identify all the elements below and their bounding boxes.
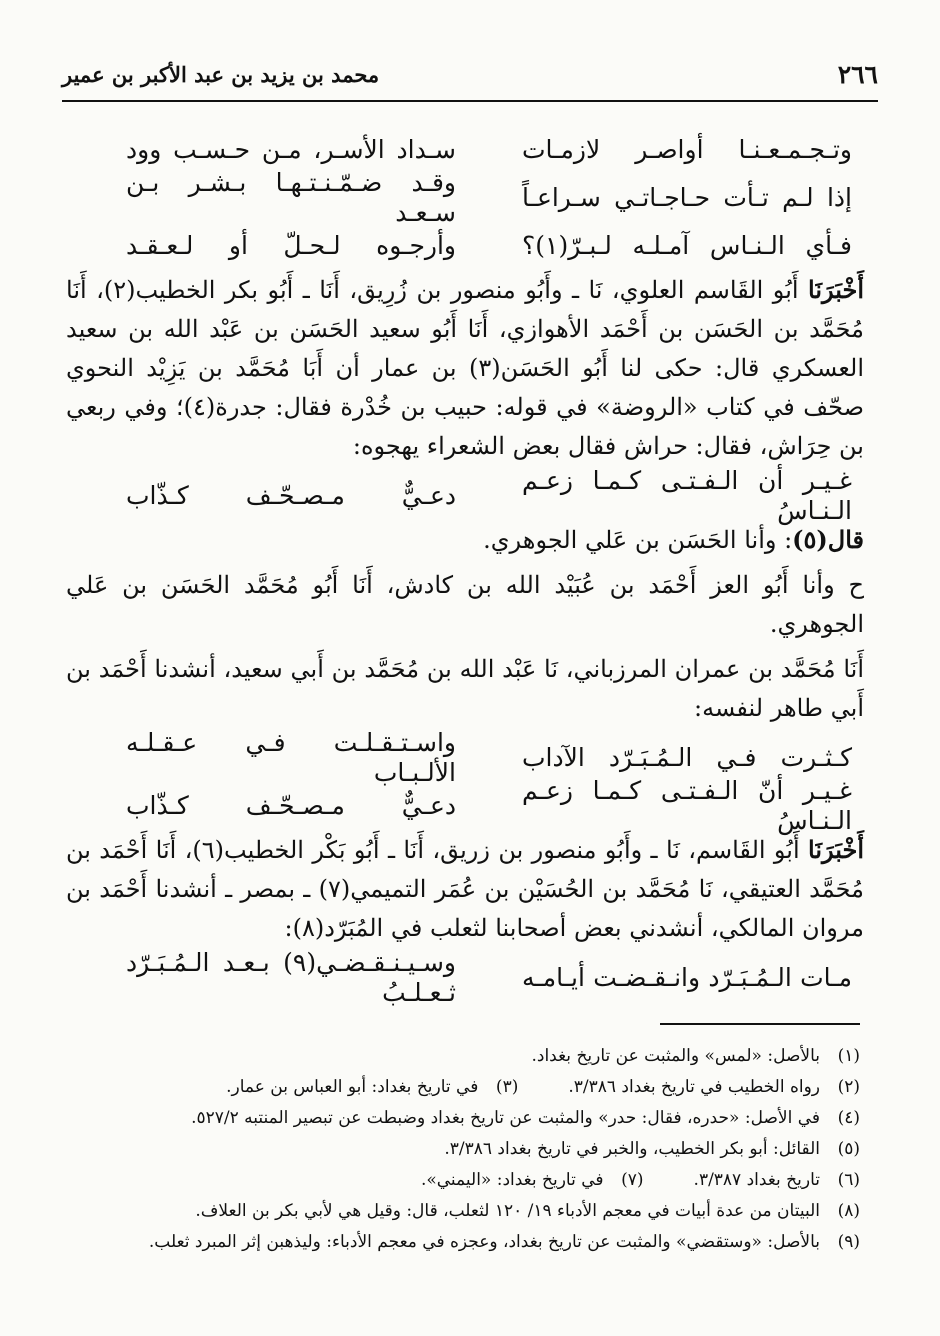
footnote <box>66 1071 860 1102</box>
running-title: محمد بن يزيد بن عبد الأكبر بن عمير <box>62 62 380 87</box>
verse-first-hemistich: وتـجـمـعـنـا أواصـر لازمـات <box>522 135 852 164</box>
verse-second-hemistich: سـداد الأسـر، مـن حـسـب وود <box>126 135 456 164</box>
verse-first-hemistich: فـأي الـنـاس آمـلـه لـبـرّ(١)؟ <box>522 231 852 260</box>
footnote-text: بالأصل: «لمس» والمثبت عن تاريخ بغداد. <box>531 1045 820 1066</box>
akhbarana-keyword: أَخْبَرَنَا <box>808 835 864 864</box>
footnote-number: (٩) <box>837 1231 860 1252</box>
footnote <box>66 1133 860 1164</box>
qala-keyword: قال(٥) <box>792 525 864 554</box>
footnote-rule <box>660 1023 860 1025</box>
footnote-text: في تاريخ بغداد: أبو العباس بن عمار. <box>226 1076 479 1097</box>
footnote-text: القائل: أبو بكر الخطيب، والخبر في تاريخ بغداد ٣/٣٨٦. <box>444 1138 820 1159</box>
paragraph-text: : وأنا الحَسَن بن عَلي الجوهري. <box>483 526 793 554</box>
footnote <box>66 1226 860 1257</box>
verse-first-hemistich: كـثـرت فـي الـمُـبَـرّد الآداب <box>522 743 852 772</box>
verse-second-hemistich: وأرجـوه لـحـلّ أو لـعـقـد <box>126 231 456 260</box>
running-header <box>62 60 878 100</box>
verse-first-hemistich: غـيـر أنّ الـفـتـى كـمـا زعـم الـنـاسُ <box>522 776 852 835</box>
verse-second-hemistich: واسـتـقـلـت فـي عـقـلـه الألـبـاب <box>126 728 456 787</box>
verse-line <box>66 948 864 1007</box>
paragraph-text: أَبُو القَاسم، نَا ـ وأَبُو منصور بن زريق، أَنَا ـ أَبُو بَكْر الخطيب(٦)، أَنَا أَحْمَد بن مُحَمَّد العتيقي، نَا مُحَمَّد بن الحُسَيْن بن عُمَر التميمي(٧) ـ بمصر ـ أنشدنا أَحْمَد بن مروان المالكي، أنشدني بعض أصحابنا لثعلب في المُبَرّد(٨): <box>66 836 864 942</box>
verse-line <box>66 728 864 787</box>
verse-first-hemistich: إذا لـم تـأت حـاجـاتـي سـراعـاً <box>522 183 852 212</box>
footnote-number: (٧) <box>621 1169 644 1190</box>
footnote <box>66 1164 860 1195</box>
footnotes <box>66 1040 860 1257</box>
verse-line <box>66 126 864 174</box>
page-number: ٢٦٦ <box>837 60 878 89</box>
footnote-number: (٢) <box>837 1076 860 1097</box>
footnote-text: بالأصل: «وستقضي» والمثبت عن تاريخ بغداد، وعجزه في معجم الأدباء: وليذهبن إثر المبرد ثعلب. <box>148 1231 820 1252</box>
footnote <box>66 1195 860 1226</box>
footnote-number: (٨) <box>837 1200 860 1221</box>
footnote-number: (١) <box>837 1045 860 1066</box>
paragraph-isnad-3 <box>66 830 864 948</box>
footnote-number: (٥) <box>837 1138 860 1159</box>
footnote-number: (٤) <box>837 1107 860 1128</box>
verse-first-hemistich: مـات الـمُـبَـرّد وانـقـضـت أيـامـه <box>522 963 852 992</box>
paragraph-isnad-2: أَنَا مُحَمَّد بن عمران المرزباني، نَا عَبْد الله بن مُحَمَّد بن أَبي سعيد، أنشدنا أَحْمَد بن أَبي طاهر لنفسه: <box>66 655 864 722</box>
footnote <box>66 1102 860 1133</box>
paragraph-qala <box>66 520 864 560</box>
verse-second-hemistich: دعـيٌّ مـصـحّـف كـذّاب <box>126 481 456 510</box>
footnote <box>66 1040 860 1071</box>
footnote-text: رواه الخطيب في تاريخ بغداد ٣/٣٨٦. <box>568 1076 820 1097</box>
footnote-text: تاريخ بغداد ٣/٣٨٧. <box>693 1169 820 1190</box>
footnote-text: في الأصل: «حدره، فقال: حدر» والمثبت عن تاريخ بغداد وضبطت عن تبصير المنتبه ٥٢٧/٢. <box>191 1107 820 1128</box>
verse-line <box>66 466 864 525</box>
paragraph-isnad-1 <box>66 270 864 466</box>
paragraph-text: أَبُو القَاسم العلوي، نَا ـ وأَبُو منصور بن زُرِيق، أَنَا ـ أَبُو بكر الخطيب(٢)، أَنَا مُحَمَّد بن الحَسَن بن أَحْمَد الأهوازي، أَنَا أَبُو سعيد الحَسَن بن عَبْد الله بن سعيد العسكري قال: حكى لنا أَبُو الحَسَن(٣) بن عمار أن أَبَا مُحَمَّد بن يَزِيْد النحوي صحّف في كتاب «الروضة» في قوله: حبيب بن خُدْرة فقال: جدرة(٤)؛ وفي ربعي بن حِرَاش، فقال: حراش فقال بعض الشعراء يهجوه: <box>66 276 865 460</box>
footnote-number: (٦) <box>837 1169 860 1190</box>
header-rule <box>62 100 878 102</box>
verse-second-hemistich: وسـيـنـقـضـي(٩) بـعـد الـمُـبَـرّد ثـعـلـبُ <box>126 948 456 1007</box>
akhbarana-keyword: أَخْبَرَنَا <box>808 275 864 304</box>
footnote-text: البيتان من عدة أبيات في معجم الأدباء ١٩/ ١٢٠ لثعلب، قال: وقيل هي لأبي بكر بن العلاف. <box>195 1200 820 1221</box>
paragraph-ha: ح وأنا أَبُو العز أَحْمَد بن عُبَيْد الله بن كادش، أَنَا أَبُو مُحَمَّد الحَسَن بن عَلي الجوهري. <box>66 571 864 638</box>
footnote-number: (٣) <box>495 1076 519 1097</box>
verse-second-hemistich: دعـيٌّ مـصـحّـف كـذّاب <box>126 791 456 820</box>
footnote-text: في تاريخ بغداد: «اليمني». <box>420 1169 604 1190</box>
main-text <box>66 126 865 1007</box>
verse-line <box>66 776 864 835</box>
verse-line <box>66 168 864 227</box>
verse-second-hemistich: وقـد ضـمّـنـتـهـا بـشـر بـن سـعـد <box>126 168 456 227</box>
verse-line <box>66 222 864 270</box>
verse-first-hemistich: غـيـر أن الـفـتـى كـمـا زعـم الـنـاسُ <box>522 466 852 525</box>
